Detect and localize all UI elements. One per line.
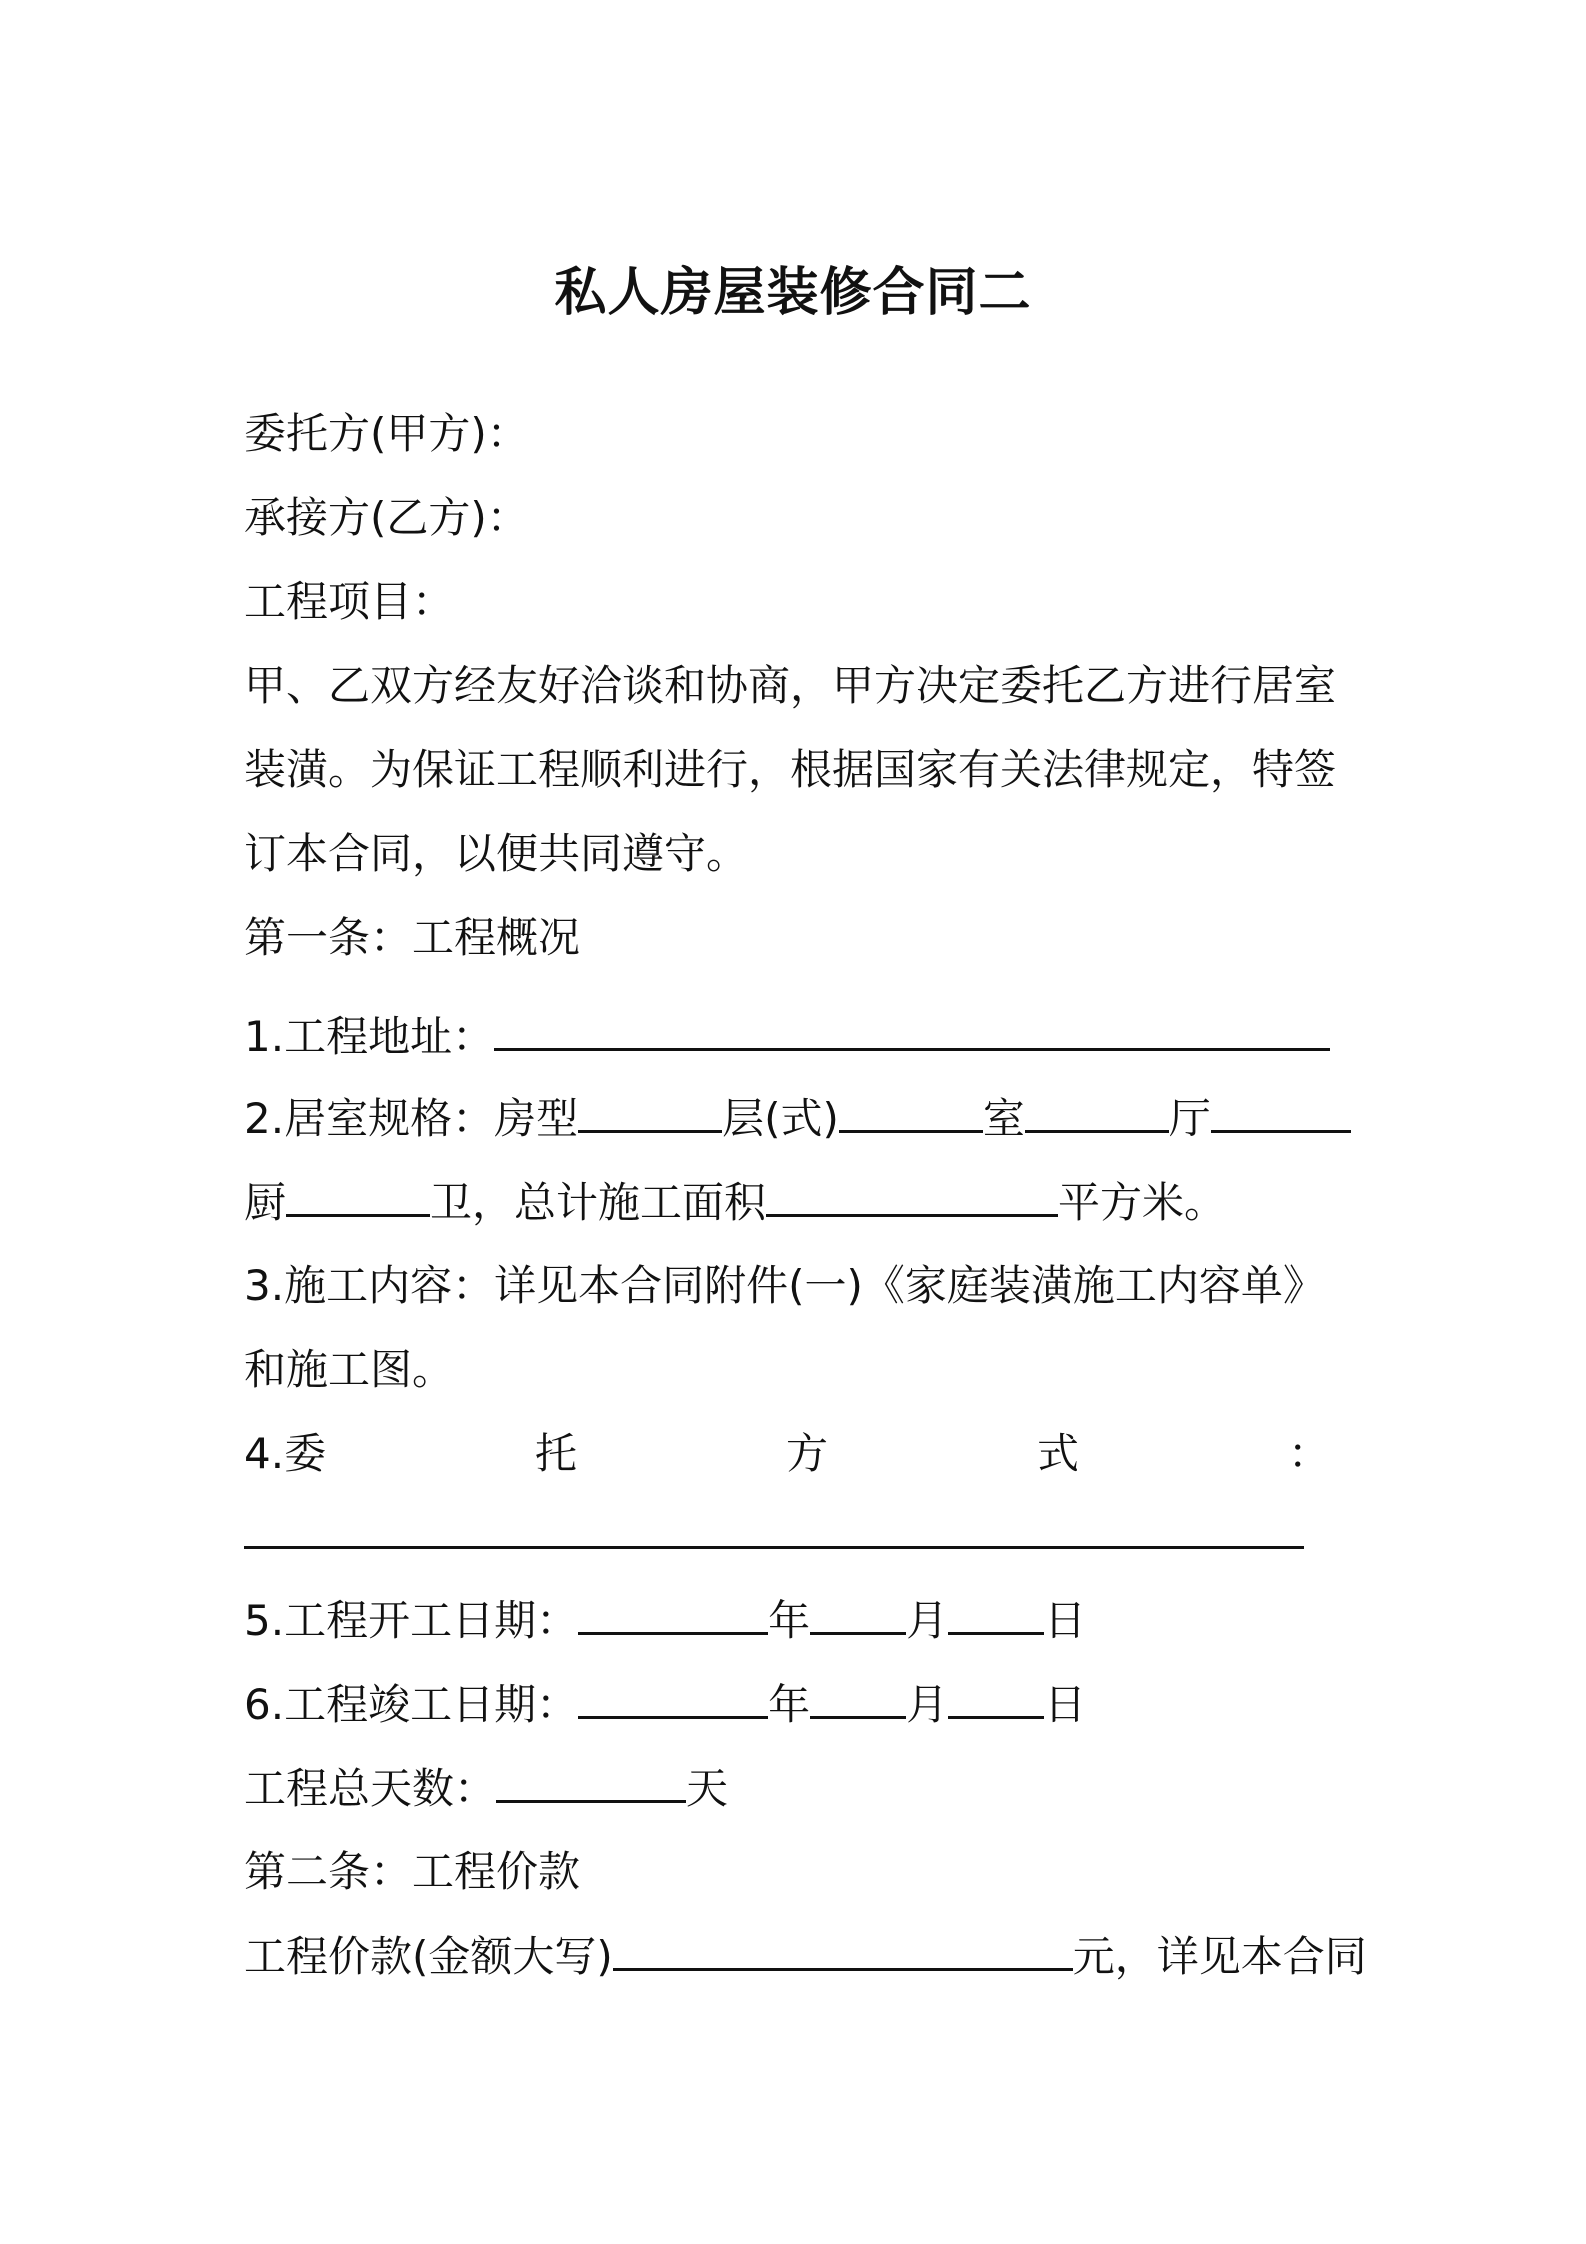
hall-blank [1211, 1090, 1351, 1133]
address-blank [494, 1008, 1330, 1051]
year-label: 年 [768, 1680, 811, 1729]
room-label: 室 [982, 1094, 1025, 1143]
item-6-end-date [244, 1676, 1086, 1733]
contract-price [244, 1928, 1367, 1985]
month-label: 月 [906, 1596, 949, 1645]
start-month-blank [810, 1592, 906, 1635]
total-days-unit: 天 [686, 1764, 729, 1813]
kitchen-label: 厨 [244, 1178, 287, 1227]
price-suffix: 元，详见本合同 [1072, 1932, 1367, 1981]
total-days-label: 工程总天数： [244, 1764, 497, 1813]
item-5-label: 5.工程开工日期： [244, 1596, 579, 1645]
end-year-blank [578, 1676, 768, 1719]
item-1-address [244, 1008, 1330, 1065]
area-blank [766, 1174, 1058, 1217]
intro-paragraph-line-3: 订本合同，以便共同遵守。 [244, 829, 749, 878]
item-5-start-date [244, 1592, 1086, 1649]
price-label: 工程价款(金额大写) [244, 1932, 613, 1981]
item-2-label: 2.居室规格：房型 [244, 1094, 579, 1143]
room-blank [1025, 1090, 1169, 1133]
total-days [244, 1760, 728, 1817]
total-days-blank [496, 1760, 686, 1803]
party-b-label: 承接方(乙方)： [244, 493, 529, 542]
item-4-char: 方 [786, 1429, 829, 1478]
year-label: 年 [768, 1596, 811, 1645]
floor-blank [839, 1090, 983, 1133]
kitchen-blank [286, 1174, 430, 1217]
party-a-label: 委托方(甲方)： [244, 409, 529, 458]
price-amount-blank [613, 1928, 1073, 1971]
item-4-char: 式 [1036, 1429, 1079, 1478]
intro-paragraph-line-1: 甲、乙双方经友好洽谈和协商，甲方决定委托乙方进行居室 [244, 661, 1337, 710]
start-day-blank [948, 1592, 1044, 1635]
item-4-char: 托 [535, 1429, 578, 1478]
hall-label: 厅 [1168, 1094, 1211, 1143]
item-3-content-line-2: 和施工图。 [244, 1345, 455, 1394]
item-1-label: 1.工程地址： [244, 1012, 495, 1061]
floor-label: 层(式) [722, 1094, 839, 1143]
article-1-heading: 第一条：工程概况 [244, 913, 581, 962]
item-2-room-spec-cont [244, 1174, 1226, 1231]
end-day-blank [948, 1676, 1044, 1719]
page-title: 私人房屋装修合同二 [554, 263, 1032, 323]
intro-paragraph-line-2: 装潢。为保证工程顺利进行，根据国家有关法律规定，特签 [244, 745, 1337, 794]
commission-method-blank [244, 1506, 1304, 1549]
day-label: 日 [1044, 1680, 1087, 1729]
end-month-blank [810, 1676, 906, 1719]
item-4-commission-method [244, 1426, 1330, 1482]
day-label: 日 [1044, 1596, 1087, 1645]
house-type-blank [578, 1090, 722, 1133]
start-year-blank [578, 1592, 768, 1635]
month-label: 月 [906, 1680, 949, 1729]
item-6-label: 6.工程竣工日期： [244, 1680, 579, 1729]
article-2-heading: 第二条：工程价款 [244, 1847, 581, 1896]
item-3-content-line-1: 3.施工内容：详见本合同附件(一)《家庭装潢施工内容单》 [244, 1261, 1325, 1310]
commission-method-blank-line [244, 1506, 1304, 1563]
item-4-char: 4.委 [244, 1429, 327, 1478]
item-2-room-spec [244, 1090, 1351, 1147]
bath-area-label: 卫，总计施工面积 [430, 1178, 767, 1227]
area-unit: 平方米。 [1058, 1178, 1227, 1227]
item-4-char: ： [1287, 1429, 1330, 1478]
project-label: 工程项目： [244, 577, 455, 626]
